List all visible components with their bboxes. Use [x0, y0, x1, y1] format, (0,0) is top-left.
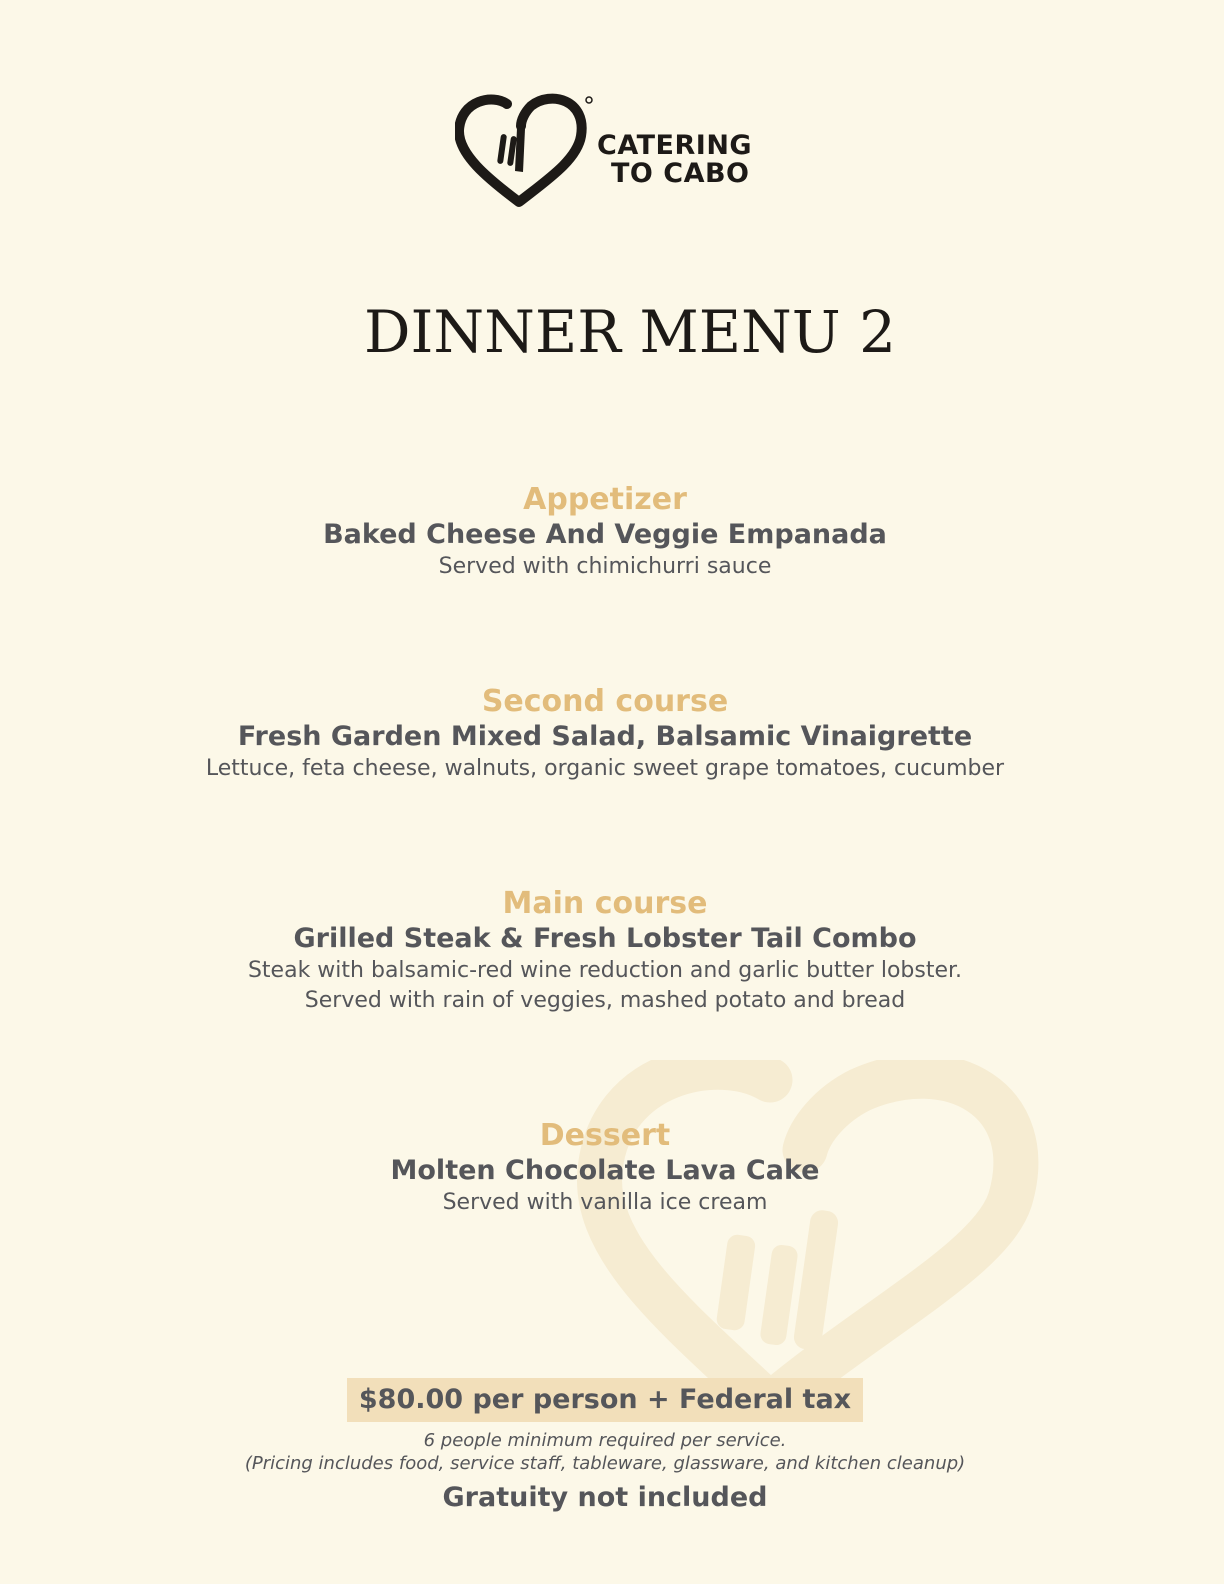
- heart-fork-watermark-icon: [570, 1060, 1040, 1420]
- course-label: Second course: [481, 684, 729, 719]
- dish-description: Lettuce, feta cheese, walnuts, organic sweet grape tomatoes, cucumber: [205, 756, 1005, 781]
- brand-name-line1: CATERING: [597, 130, 753, 161]
- dish-description: Served with chimichurri sauce: [438, 554, 772, 579]
- gratuity-note: Gratuity not included: [442, 1482, 768, 1513]
- includes-note: (Pricing includes food, service staff, tableware, glassware, and kitchen cleanup): [244, 1453, 966, 1474]
- dish-name: Baked Cheese And Veggie Empanada: [323, 519, 887, 550]
- course-label: Main course: [502, 886, 708, 921]
- course-label: Appetizer: [523, 482, 687, 517]
- course-dessert: [0, 1118, 1210, 1218]
- dish-description-line1: Steak with balsamic-red wine reduction and garlic butter lobster.: [247, 958, 963, 983]
- dish-name: Fresh Garden Mixed Salad, Balsamic Vinaigrette: [237, 721, 973, 752]
- course-label: Dessert: [539, 1118, 671, 1153]
- price-section: [0, 1378, 1210, 1422]
- heart-fork-icon: [455, 92, 595, 212]
- dish-description-line2: Served with rain of veggies, mashed potato and bread: [304, 988, 906, 1013]
- brand-name: [597, 132, 752, 188]
- course-appetizer: [0, 482, 1210, 582]
- dish-description: Served with vanilla ice cream: [442, 1190, 768, 1215]
- course-second: [0, 684, 1210, 784]
- brand-logo: [455, 92, 775, 212]
- price-badge: $80.00 per person + Federal tax: [347, 1378, 863, 1422]
- minimum-note: 6 people minimum required per service.: [423, 1430, 787, 1451]
- course-main: [0, 886, 1210, 1016]
- dish-name: Molten Chocolate Lava Cake: [390, 1155, 820, 1186]
- page-title: DINNER MENU 2: [363, 298, 897, 366]
- brand-name-line2: TO CABO: [611, 158, 750, 189]
- dish-name: Grilled Steak & Fresh Lobster Tail Combo: [293, 923, 917, 954]
